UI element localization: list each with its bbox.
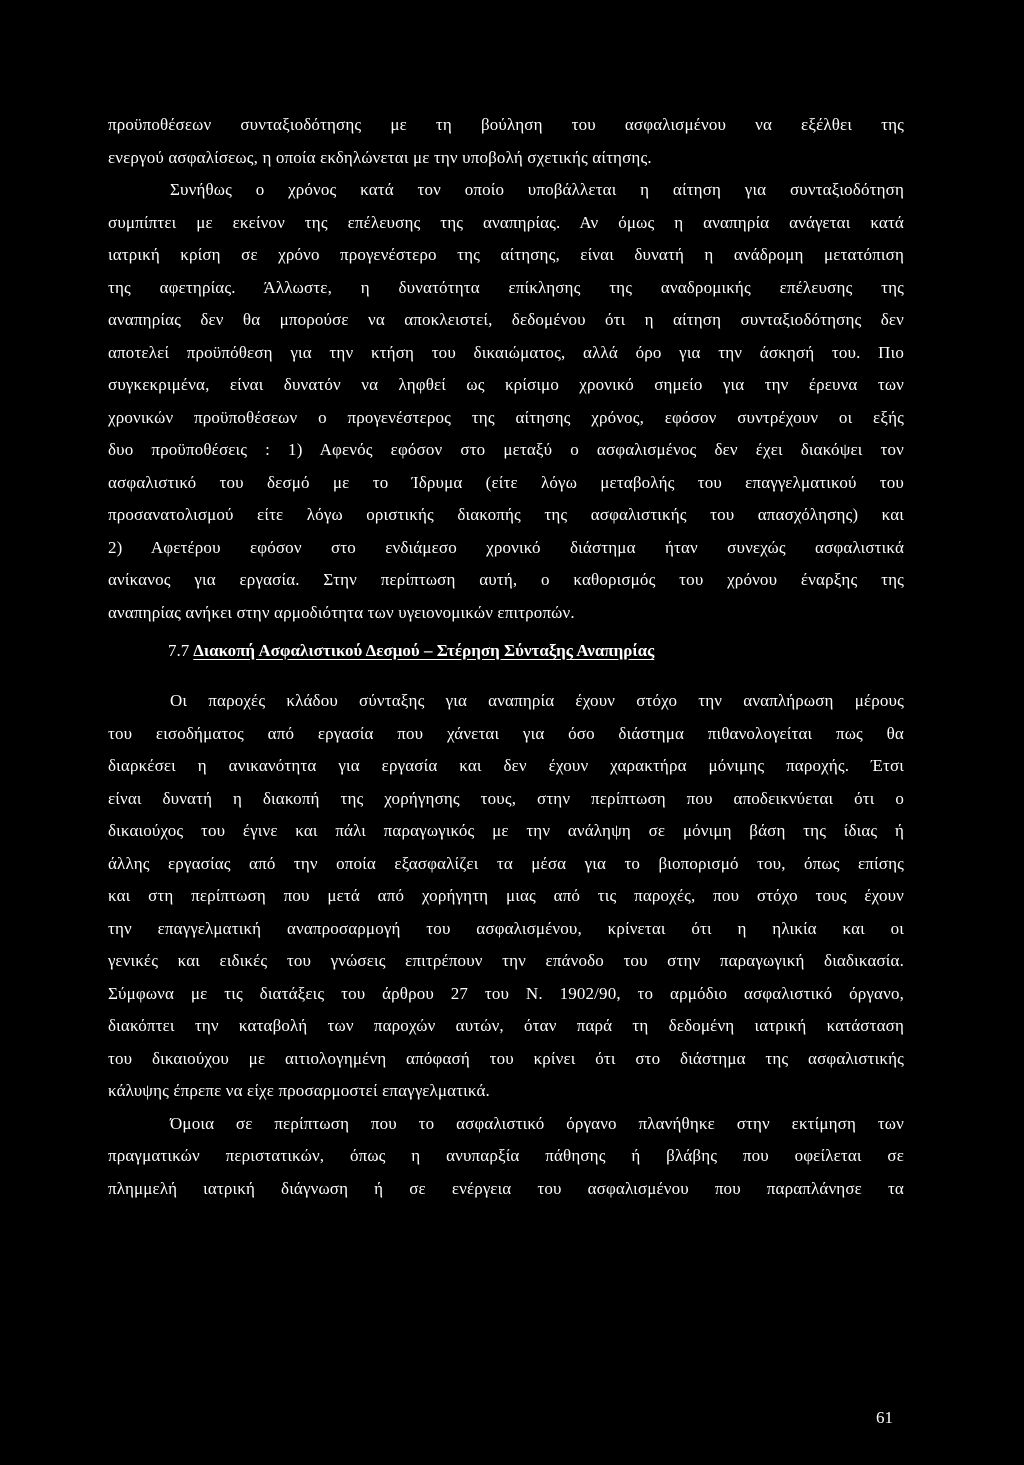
body-text [108, 109, 904, 1205]
text-line: την επαγγελματική αναπροσαρμογή του ασφαλισμένου, κρίνεται ότι η ηλικία και οι [108, 918, 904, 938]
page-number: 61 [876, 1408, 893, 1427]
text-line: του εισοδήματος από εργασία που χάνεται για όσο διάστημα πιθανολογείται πως θα [108, 723, 904, 743]
text-line: του δικαιούχου με αιτιολογημένη απόφασή του κρίνει ότι στο διάστημα της ασφαλιστικής [108, 1048, 904, 1068]
text-line: διαρκέσει η ανικανότητα για εργασία και δεν έχουν χαρακτήρα μόνιμης παροχής. Έτσι [108, 756, 904, 775]
paragraph-1 [108, 109, 904, 629]
text-line: συγκεκριμένα, είναι δυνατόν να ληφθεί ως κρίσιμο χρονικό σημείο για την έρευνα των [108, 375, 904, 394]
text-line: δυο προϋποθέσεις : 1) Αφενός εφόσον στο μεταξύ ο ασφαλισμένος δεν έχει διακόψει τον [108, 440, 904, 459]
text-line: Σύμφωνα με τις διατάξεις του άρθρου 27 του Ν. 1902/90, το αρμόδιο ασφαλιστικό όργανο, [108, 983, 904, 1003]
text-line: ασφαλιστικό του δεσμό με το Ίδρυμα (είτε λόγω μεταβολής του επαγγελματικού του [108, 472, 904, 492]
text-line: κάλυψης έπρεπε να είχε προσαρμοστεί επαγγελματικά. [108, 1081, 490, 1100]
paragraph-3 [108, 1108, 904, 1206]
text-line: Όμοια σε περίπτωση που το ασφαλιστικό όργανο πλανήθηκε στην εκτίμηση των [170, 1113, 904, 1133]
text-line: διακόπτει την καταβολή των παροχών αυτών, όταν παρά τη δεδομένη ιατρική κατάσταση [108, 1016, 904, 1035]
text-line: γενικές και ειδικές του γνώσεις επιτρέπουν την επάνοδο του στην παραγωγική διαδικασία. [108, 951, 904, 970]
text-line: και στη περίπτωση που μετά από χορήγητη μιας από τις παροχές, που στόχο τους έχουν [108, 886, 904, 905]
text-line: ανίκανος για εργασία. Στην περίπτωση αυτή, ο καθορισμός του χρόνου έναρξης της [108, 570, 904, 589]
text-line: δικαιούχος του έγινε και πάλι παραγωγικός με την ανάληψη σε μόνιμη βάση της ίδιας ή [108, 821, 904, 840]
text-line: πλημμελή ιατρική διάγνωση ή σε ενέργεια του ασφαλισμένου που παραπλάνησε τα [108, 1178, 904, 1198]
text-line: αναπηρίας ανήκει στην αρμοδιότητα των υγειονομικών επιτροπών. [108, 602, 575, 622]
text-line: συμπίπτει με εκείνον της επέλευσης της αναπηρίας. Αν όμως η αναπηρία ανάγεται κατά [108, 212, 904, 232]
text-line: της αφετηρίας. Άλλωστε, η δυνατότητα επίκλησης της αναδρομικής επέλευσης της [108, 277, 904, 297]
text-line: προϋποθέσεων συνταξιοδότησης με τη βούληση του ασφαλισμένου να εξέλθει της [108, 115, 904, 134]
section-heading [108, 629, 904, 685]
text-line: Συνήθως ο χρόνος κατά τον οποίο υποβάλλεται η αίτηση για συνταξιοδότηση [170, 180, 904, 199]
text-line: χρονικών προϋποθέσεων ο προγενέστερος της αίτησης χρόνος, εφόσον συντρέχουν οι εξής [108, 407, 904, 427]
text-line: προσανατολισμού είτε λόγω οριστικής διακοπής της ασφαλιστικής του απασχόλησης) και [108, 505, 904, 524]
text-line: αποτελεί προϋπόθεση για την κτήση του δικαιώματος, αλλά όρο για την άσκησή του. Πιο [108, 342, 904, 362]
section-number: 7.7 [168, 641, 190, 660]
text-line: πραγματικών περιστατικών, όπως η ανυπαρξία πάθησης ή βλάβης που οφείλεται σε [108, 1146, 904, 1165]
text-line: 2) Αφετέρου εφόσον στο ενδιάμεσο χρονικό διάστημα ήταν συνεχώς ασφαλιστικά [108, 537, 904, 557]
text-line: άλλης εργασίας από την οποία εξασφαλίζει τα μέσα για το βιοπορισμό του, όπως επίσης [108, 853, 904, 873]
text-line: ενεργού ασφαλίσεως, η οποία εκδηλώνεται με την υποβολή σχετικής αίτησης. [108, 147, 652, 167]
text-line: είναι δυνατή η διακοπή της χορήγησης τους, στην περίπτωση που αποδεικνύεται ότι ο [108, 788, 904, 808]
text-line: Οι παροχές κλάδου σύνταξης για αναπηρία έχουν στόχο την αναπλήρωση μέρους [170, 691, 904, 710]
text-line: αναπηρίας δεν θα μπορούσε να αποκλειστεί, δεδομένου ότι η αίτηση συνταξιοδότησης δεν [108, 310, 904, 329]
section-title: Διακοπή Ασφαλιστικού Δεσμού – Στέρηση Σύνταξης Αναπηρίας [193, 641, 655, 660]
paragraph-2 [108, 685, 904, 1108]
text-line: ιατρική κρίση σε χρόνο προγενέστερο της αίτησης, είναι δυνατή η ανάδρομη μετατόπιση [108, 245, 904, 264]
